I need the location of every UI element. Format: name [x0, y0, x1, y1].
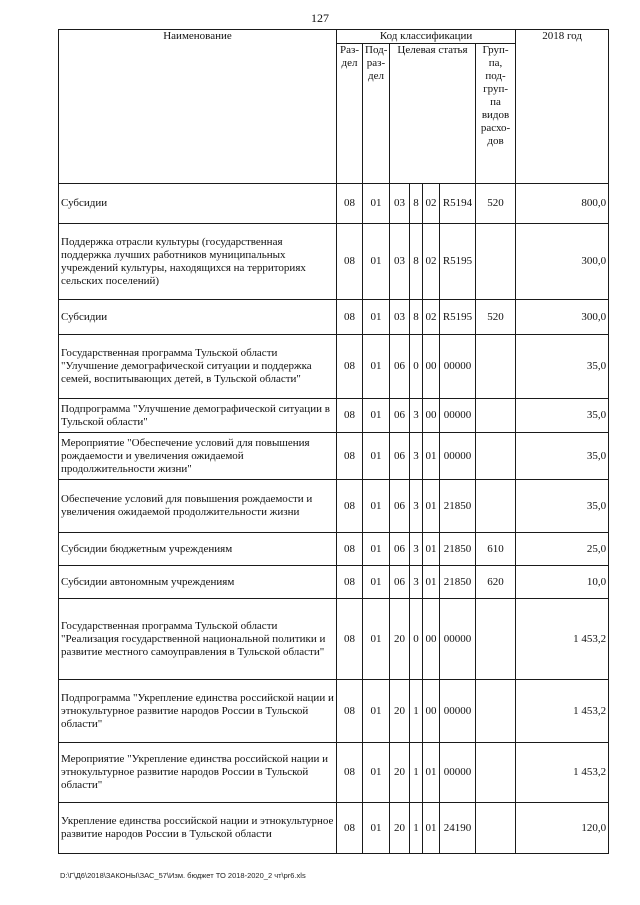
row-razdel: 08: [337, 480, 363, 533]
row-podrazdel: 01: [363, 680, 390, 743]
row-podrazdel: 01: [363, 300, 390, 335]
row-cs-event: 01: [423, 743, 440, 803]
row-podrazdel: 01: [363, 224, 390, 300]
row-amount: 800,0: [516, 184, 609, 224]
row-podrazdel: 01: [363, 335, 390, 399]
row-amount: 35,0: [516, 433, 609, 480]
table-row: [59, 803, 609, 854]
header-name: Наименование: [59, 30, 337, 184]
row-cs-direction: 00000: [440, 599, 476, 680]
row-amount: 1 453,2: [516, 599, 609, 680]
row-cs-subprogram: 3: [410, 480, 423, 533]
row-amount: 35,0: [516, 399, 609, 433]
row-razdel: 08: [337, 399, 363, 433]
row-podrazdel: 01: [363, 480, 390, 533]
header-year: 2018 год: [516, 30, 609, 184]
row-amount: 25,0: [516, 533, 609, 566]
row-podrazdel: 01: [363, 533, 390, 566]
table-row: [59, 680, 609, 743]
row-name: Субсидии автономным учреждениям: [59, 566, 337, 599]
row-cs-event: 02: [423, 300, 440, 335]
row-cs-direction: 24190: [440, 803, 476, 854]
header-classification: Код классификации: [337, 30, 516, 44]
row-amount: 35,0: [516, 480, 609, 533]
row-cs-direction: R5194: [440, 184, 476, 224]
row-podrazdel: 01: [363, 803, 390, 854]
header-expense-group: Груп- па, под- груп- па видов расхо- дов: [476, 44, 516, 184]
row-razdel: 08: [337, 743, 363, 803]
table-row: [59, 743, 609, 803]
row-amount: 35,0: [516, 335, 609, 399]
row-name: Подпрограмма "Улучшение демографической ситуации в Тульской области": [59, 399, 337, 433]
row-name: Поддержка отрасли культуры (государственная поддержка лучших работников муниципальных учреждений культуры, находящихся на территориях сельских поселений): [59, 224, 337, 300]
row-podrazdel: 01: [363, 743, 390, 803]
row-podrazdel: 01: [363, 433, 390, 480]
row-razdel: 08: [337, 184, 363, 224]
row-cs-subprogram: 8: [410, 300, 423, 335]
row-cs-subprogram: 3: [410, 533, 423, 566]
row-name: Субсидии: [59, 184, 337, 224]
row-razdel: 08: [337, 803, 363, 854]
row-cs-subprogram: 3: [410, 433, 423, 480]
row-podrazdel: 01: [363, 184, 390, 224]
row-cs-subprogram: 1: [410, 680, 423, 743]
row-cs-program: 03: [390, 224, 410, 300]
row-vr: [476, 480, 516, 533]
row-cs-subprogram: 1: [410, 743, 423, 803]
table-row: [59, 224, 609, 300]
row-vr: [476, 680, 516, 743]
header-target-article: Целевая статья: [390, 44, 476, 184]
row-cs-program: 20: [390, 803, 410, 854]
row-name: Государственная программа Тульской области "Улучшение демографической ситуации и поддержка семей, воспитывающих детей, в Тульской области": [59, 335, 337, 399]
row-cs-event: 00: [423, 680, 440, 743]
row-podrazdel: 01: [363, 566, 390, 599]
row-vr: [476, 224, 516, 300]
row-cs-subprogram: 3: [410, 566, 423, 599]
row-cs-subprogram: 0: [410, 599, 423, 680]
row-cs-event: 02: [423, 184, 440, 224]
row-vr: [476, 433, 516, 480]
row-cs-direction: 21850: [440, 566, 476, 599]
row-vr: [476, 743, 516, 803]
table-row: [59, 300, 609, 335]
row-razdel: 08: [337, 224, 363, 300]
row-cs-direction: 00000: [440, 743, 476, 803]
row-cs-direction: R5195: [440, 224, 476, 300]
table-row: [59, 433, 609, 480]
row-cs-event: 00: [423, 599, 440, 680]
row-podrazdel: 01: [363, 399, 390, 433]
row-cs-event: 01: [423, 803, 440, 854]
row-cs-program: 03: [390, 300, 410, 335]
row-name: Мероприятие "Обеспечение условий для повышения рождаемости и увеличения ожидаемой продолжительности жизни": [59, 433, 337, 480]
row-vr: [476, 335, 516, 399]
row-cs-program: 20: [390, 680, 410, 743]
row-cs-event: 01: [423, 566, 440, 599]
row-cs-direction: 00000: [440, 433, 476, 480]
row-cs-program: 20: [390, 599, 410, 680]
row-cs-program: 06: [390, 335, 410, 399]
table-row: [59, 533, 609, 566]
row-name: Мероприятие "Укрепление единства российской нации и этнокультурное развитие народов России в Тульской области": [59, 743, 337, 803]
row-razdel: 08: [337, 680, 363, 743]
row-name: Государственная программа Тульской области "Реализация государственной национальной политики и развитие местного самоуправления в Тульской области": [59, 599, 337, 680]
row-vr: 520: [476, 300, 516, 335]
row-cs-direction: 00000: [440, 399, 476, 433]
page-number: 127: [311, 11, 329, 25]
row-vr: 610: [476, 533, 516, 566]
table-row: [59, 399, 609, 433]
header-section: Раз- дел: [337, 44, 363, 184]
row-cs-program: 06: [390, 433, 410, 480]
row-cs-subprogram: 3: [410, 399, 423, 433]
row-cs-program: 06: [390, 566, 410, 599]
table-row: [59, 480, 609, 533]
row-cs-program: 03: [390, 184, 410, 224]
row-amount: 10,0: [516, 566, 609, 599]
row-vr: [476, 599, 516, 680]
row-cs-event: 01: [423, 480, 440, 533]
row-cs-program: 06: [390, 480, 410, 533]
row-vr: [476, 399, 516, 433]
budget-table: [58, 29, 609, 854]
row-cs-program: 06: [390, 399, 410, 433]
row-podrazdel: 01: [363, 599, 390, 680]
row-cs-event: 02: [423, 224, 440, 300]
table-row: [59, 566, 609, 599]
row-razdel: 08: [337, 433, 363, 480]
row-cs-subprogram: 8: [410, 224, 423, 300]
row-amount: 1 453,2: [516, 743, 609, 803]
row-amount: 120,0: [516, 803, 609, 854]
table-row: [59, 599, 609, 680]
row-cs-direction: 00000: [440, 680, 476, 743]
row-cs-program: 06: [390, 533, 410, 566]
header-subsection: Под- раз- дел: [363, 44, 390, 184]
row-razdel: 08: [337, 335, 363, 399]
table-row: [59, 184, 609, 224]
row-name: Субсидии бюджетным учреждениям: [59, 533, 337, 566]
row-razdel: 08: [337, 533, 363, 566]
table-row: [59, 335, 609, 399]
row-amount: 1 453,2: [516, 680, 609, 743]
row-cs-subprogram: 8: [410, 184, 423, 224]
row-cs-direction: 21850: [440, 480, 476, 533]
row-amount: 300,0: [516, 224, 609, 300]
row-razdel: 08: [337, 566, 363, 599]
row-cs-direction: 00000: [440, 335, 476, 399]
row-vr: 520: [476, 184, 516, 224]
row-cs-event: 00: [423, 399, 440, 433]
row-cs-event: 01: [423, 533, 440, 566]
row-amount: 300,0: [516, 300, 609, 335]
row-cs-program: 20: [390, 743, 410, 803]
row-name: Подпрограмма "Укрепление единства российской нации и этнокультурное развитие народов России в Тульской области": [59, 680, 337, 743]
row-cs-direction: R5195: [440, 300, 476, 335]
row-razdel: 08: [337, 300, 363, 335]
footer-file-path: D:\Г\Д6\2018\ЗАКОНЫ\ЗАС_57\Изм. бюджет ТО 2018-2020_2 чт\pr6.xls: [60, 871, 306, 880]
row-vr: [476, 803, 516, 854]
row-name: Обеспечение условий для повышения рождаемости и увеличения ожидаемой продолжительности жизни: [59, 480, 337, 533]
row-cs-event: 00: [423, 335, 440, 399]
row-razdel: 08: [337, 599, 363, 680]
row-cs-subprogram: 0: [410, 335, 423, 399]
row-name: Укрепление единства российской нации и этнокультурное развитие народов России в Тульской области: [59, 803, 337, 854]
row-vr: 620: [476, 566, 516, 599]
row-cs-direction: 21850: [440, 533, 476, 566]
row-cs-subprogram: 1: [410, 803, 423, 854]
row-cs-event: 01: [423, 433, 440, 480]
row-name: Субсидии: [59, 300, 337, 335]
